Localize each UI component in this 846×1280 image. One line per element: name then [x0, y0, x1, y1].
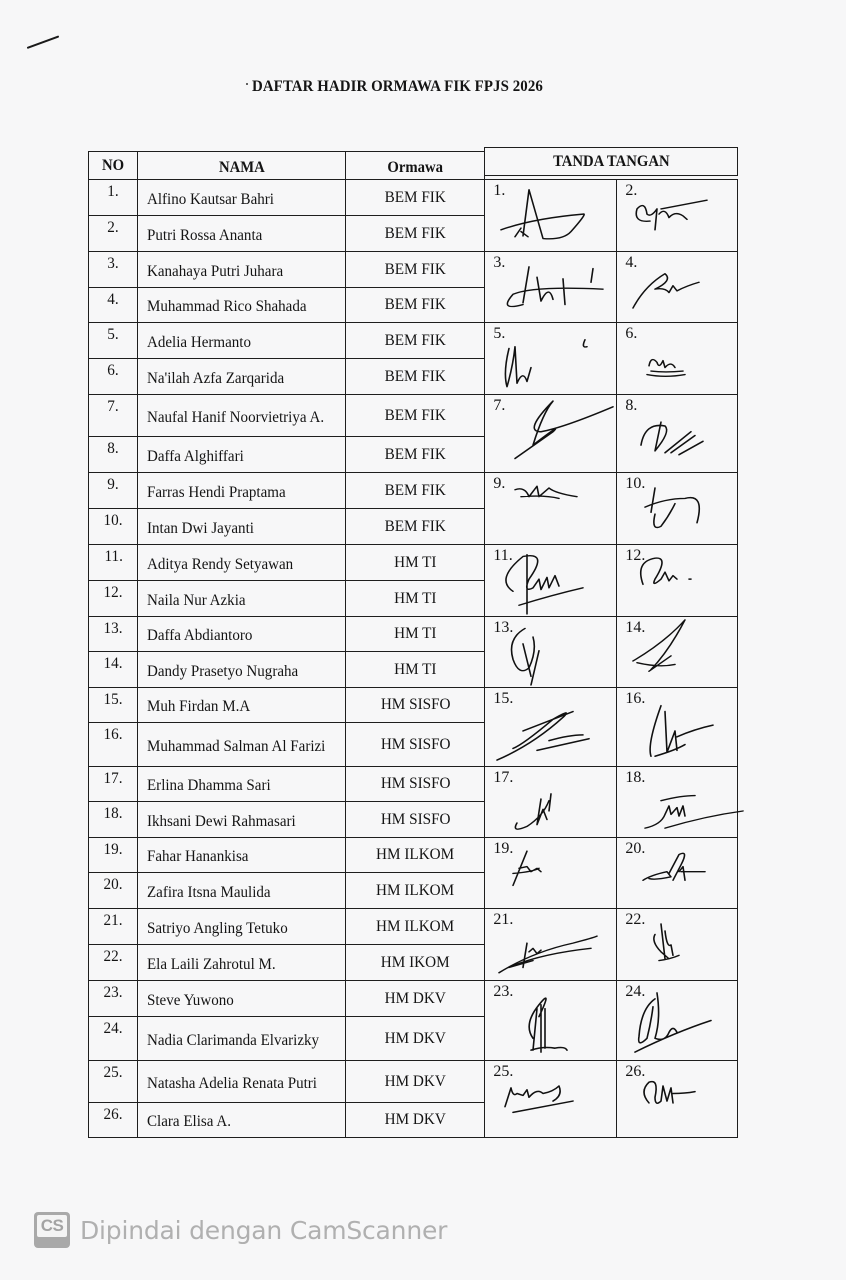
signature-mark-icon — [617, 688, 739, 768]
row-name: Muh Firdan M.A — [137, 687, 346, 723]
signature-number: 4. — [625, 254, 638, 272]
row-number: 4. — [88, 287, 138, 323]
signature-mark-icon — [617, 981, 739, 1062]
row-number: 8. — [88, 436, 138, 473]
signature-mark-icon — [485, 473, 618, 546]
row-ormawa: BEM FIK — [345, 215, 485, 252]
signature-box — [484, 837, 617, 909]
signature-mark-icon — [617, 473, 739, 546]
signature-number: 5. — [493, 325, 506, 343]
watermark-text: Dipindai dengan CamScanner — [80, 1215, 448, 1245]
row-number: 9. — [88, 472, 138, 509]
row-name: Natasha Adelia Renata Putri — [137, 1060, 346, 1103]
document-title: DAFTAR HADIR ORMAWA FIK FPJS 2026 — [252, 78, 543, 95]
row-name: Daffa Alghiffari — [137, 436, 346, 473]
camscanner-logo-icon: CS — [34, 1212, 70, 1248]
row-ormawa: HM TI — [345, 580, 485, 617]
signature-box — [616, 616, 738, 688]
row-name: Zafira Itsna Maulida — [137, 872, 346, 909]
row-ormawa: BEM FIK — [345, 358, 485, 395]
signature-number: 18. — [625, 769, 646, 787]
signature-mark-icon — [485, 838, 618, 910]
signature-number: 13. — [493, 619, 514, 637]
signature-box — [484, 394, 617, 473]
signature-number: 16. — [625, 690, 646, 708]
row-ormawa: BEM FIK — [345, 508, 485, 545]
signature-box — [484, 1060, 617, 1138]
row-number: 18. — [88, 801, 138, 838]
row-ormawa: BEM FIK — [345, 436, 485, 473]
row-number: 12. — [88, 580, 138, 617]
signature-box — [616, 394, 738, 473]
row-ormawa: BEM FIK — [345, 472, 485, 509]
row-number: 20. — [88, 872, 138, 909]
row-number: 1. — [88, 179, 138, 216]
signature-box — [484, 322, 617, 395]
signature-box — [616, 1060, 738, 1138]
row-number: 11. — [88, 544, 138, 581]
row-ormawa: BEM FIK — [345, 179, 485, 216]
row-ormawa: HM DKV — [345, 1102, 485, 1138]
header-tanda-tangan: TANDA TANGAN — [484, 147, 738, 176]
signature-number: 12. — [625, 547, 646, 565]
signature-mark-icon — [617, 617, 739, 689]
row-name: Muhammad Salman Al Farizi — [137, 722, 346, 767]
row-number: 6. — [88, 358, 138, 395]
header-no: NO — [88, 151, 138, 180]
header-ormawa: Ormawa — [345, 151, 485, 180]
signature-number: 3. — [493, 254, 506, 272]
signature-box — [484, 616, 617, 688]
row-number: 15. — [88, 687, 138, 723]
row-ormawa: HM SISFO — [345, 801, 485, 838]
row-ormawa: HM ILKOM — [345, 908, 485, 945]
row-name: Nadia Clarimanda Elvarizky — [137, 1016, 346, 1061]
row-number: 19. — [88, 837, 138, 873]
row-name: Naila Nur Azkia — [137, 580, 346, 617]
row-number: 21. — [88, 908, 138, 945]
row-ormawa: HM DKV — [345, 1016, 485, 1061]
signature-number: 2. — [625, 182, 638, 200]
row-ormawa: HM DKV — [345, 980, 485, 1017]
row-number: 13. — [88, 616, 138, 652]
row-ormawa: HM TI — [345, 544, 485, 581]
row-ormawa: HM DKV — [345, 1060, 485, 1103]
signature-mark-icon — [485, 545, 618, 618]
signature-mark-icon — [485, 323, 618, 396]
signature-box — [484, 472, 617, 545]
row-name: Na'ilah Azfa Zarqarida — [137, 358, 346, 395]
signature-number: 6. — [625, 325, 638, 343]
signature-mark-icon — [485, 617, 618, 689]
row-number: 22. — [88, 944, 138, 981]
signature-mark-icon — [485, 180, 618, 253]
row-name: Ikhsani Dewi Rahmasari — [137, 801, 346, 838]
row-name: Muhammad Rico Shahada — [137, 287, 346, 323]
signature-mark-icon — [617, 252, 739, 324]
signature-number: 26. — [625, 1063, 646, 1081]
row-number: 23. — [88, 980, 138, 1017]
row-name: Ela Laili Zahrotul M. — [137, 944, 346, 981]
signature-box — [616, 837, 738, 909]
row-ormawa: HM ILKOM — [345, 872, 485, 909]
signature-number: 24. — [625, 983, 646, 1001]
row-ormawa: HM TI — [345, 651, 485, 688]
row-ormawa: BEM FIK — [345, 322, 485, 359]
row-ormawa: BEM FIK — [345, 394, 485, 437]
signature-number: 22. — [625, 911, 646, 929]
row-name: Daffa Abdiantoro — [137, 616, 346, 652]
row-number: 10. — [88, 508, 138, 545]
signature-box — [484, 179, 617, 252]
signature-number: 23. — [493, 983, 514, 1001]
row-number: 5. — [88, 322, 138, 359]
signature-box — [616, 472, 738, 545]
camscanner-watermark — [34, 1212, 447, 1248]
row-name: Clara Elisa A. — [137, 1102, 346, 1138]
signature-mark-icon — [617, 838, 739, 910]
signature-box — [484, 980, 617, 1061]
signature-number: 9. — [493, 475, 506, 493]
row-number: 14. — [88, 651, 138, 688]
row-name: Alfino Kautsar Bahri — [137, 179, 346, 216]
signature-box — [616, 766, 738, 838]
row-ormawa: BEM FIK — [345, 251, 485, 288]
row-name: Satriyo Angling Tetuko — [137, 908, 346, 945]
signature-mark-icon — [617, 545, 739, 618]
row-ormawa: HM IKOM — [345, 944, 485, 981]
signature-number: 25. — [493, 1063, 514, 1081]
header-nama: NAMA — [137, 151, 346, 180]
signature-mark-icon — [485, 909, 618, 982]
signature-box — [616, 179, 738, 252]
row-number: 26. — [88, 1102, 138, 1138]
row-number: 16. — [88, 722, 138, 767]
signature-number: 15. — [493, 690, 514, 708]
row-ormawa: HM ILKOM — [345, 837, 485, 873]
signature-number: 7. — [493, 397, 506, 415]
signature-mark-icon — [485, 767, 618, 839]
signature-box — [616, 251, 738, 323]
row-ormawa: HM TI — [345, 616, 485, 652]
signature-mark-icon — [617, 395, 739, 474]
signature-number: 17. — [493, 769, 514, 787]
signature-box — [484, 687, 617, 767]
signature-box — [616, 687, 738, 767]
signature-number: 21. — [493, 911, 514, 929]
signature-box — [484, 544, 617, 617]
row-name: Aditya Rendy Setyawan — [137, 544, 346, 581]
row-name: Steve Yuwono — [137, 980, 346, 1017]
signature-mark-icon — [617, 180, 739, 253]
signature-number: 11. — [493, 547, 513, 565]
row-number: 2. — [88, 215, 138, 252]
signature-box — [616, 980, 738, 1061]
signature-mark-icon — [485, 1061, 618, 1139]
signature-mark-icon — [617, 323, 739, 396]
row-ormawa: HM SISFO — [345, 687, 485, 723]
signature-number: 20. — [625, 840, 646, 858]
row-number: 17. — [88, 766, 138, 802]
signature-number: 10. — [625, 475, 646, 493]
signature-number: 14. — [625, 619, 646, 637]
signature-mark-icon — [485, 395, 618, 474]
row-name: Kanahaya Putri Juhara — [137, 251, 346, 288]
row-number: 7. — [88, 394, 138, 437]
row-name: Putri Rossa Ananta — [137, 215, 346, 252]
row-ormawa: HM SISFO — [345, 722, 485, 767]
row-name: Fahar Hanankisa — [137, 837, 346, 873]
signature-mark-icon — [485, 688, 618, 768]
row-ormawa: BEM FIK — [345, 287, 485, 323]
row-name: Farras Hendi Praptama — [137, 472, 346, 509]
signature-box — [484, 908, 617, 981]
signature-box — [616, 322, 738, 395]
signature-number: 1. — [493, 182, 506, 200]
signature-mark-icon — [617, 767, 739, 839]
signature-box — [616, 544, 738, 617]
signature-mark-icon — [617, 909, 739, 982]
signature-mark-icon — [485, 252, 618, 324]
row-ormawa: HM SISFO — [345, 766, 485, 802]
signature-box — [484, 766, 617, 838]
row-number: 24. — [88, 1016, 138, 1061]
signature-box — [616, 908, 738, 981]
signature-number: 8. — [625, 397, 638, 415]
row-name: Adelia Hermanto — [137, 322, 346, 359]
row-name: Erlina Dhamma Sari — [137, 766, 346, 802]
signature-mark-icon — [617, 1061, 739, 1139]
signature-mark-icon — [485, 981, 618, 1062]
row-name: Dandy Prasetyo Nugraha — [137, 651, 346, 688]
row-number: 3. — [88, 251, 138, 288]
row-number: 25. — [88, 1060, 138, 1103]
signature-number: 19. — [493, 840, 514, 858]
row-name: Naufal Hanif Noorvietriya A. — [137, 394, 346, 437]
signature-box — [484, 251, 617, 323]
row-name: Intan Dwi Jayanti — [137, 508, 346, 545]
